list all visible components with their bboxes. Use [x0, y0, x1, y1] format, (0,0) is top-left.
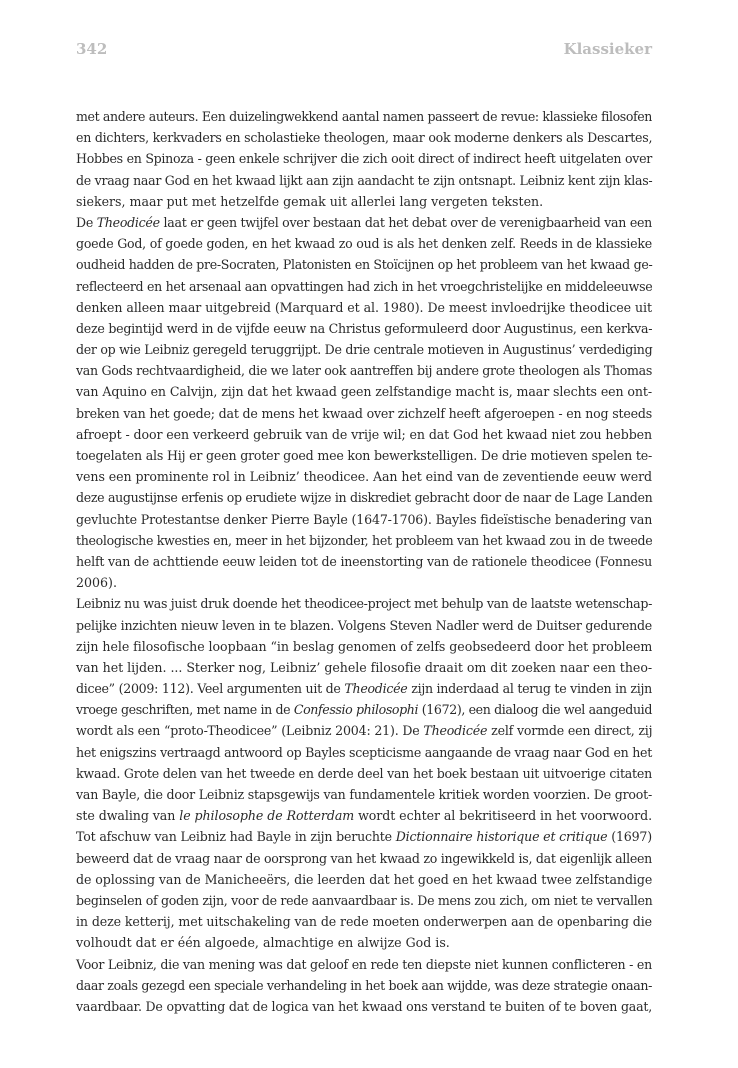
text-line: Voor Leibniz, die van mening was dat geloof en rede ten diepste niet kunnen conflicteren - en [76, 956, 652, 972]
text-line: van Bayle, die door Leibniz stapsgewijs van fundamentele kritiek worden voorzien. De groot- [76, 787, 653, 802]
text-segment: Tot afschuw van Leibniz had Bayle in zijn beruchte [76, 829, 396, 845]
text-line: van Aquino en Calvijn, zijn dat het kwaad geen zelfstandige macht is, maar slechts een ont- [76, 384, 652, 400]
text-segment: De [76, 214, 97, 230]
text-line: daar zoals gezegd een speciale verhandeling in het boek aan wijdde, was deze strategie onaan- [76, 977, 652, 993]
text-line: toegelaten als Hij er geen groter goed mee kon bewerkstelligen. De drie motieven spelen te- [76, 448, 653, 463]
text-segment: zijn inderdaad al terug te vinden in zijn [407, 681, 652, 697]
italic-title: le philosophe de Rotterdam [179, 808, 355, 824]
running-header [76, 40, 652, 62]
text-line: pelijke inzichten nieuw leven in te blazen. Volgens Steven Nadler werd de Duitser gedurende [76, 617, 652, 633]
text-line: 2006). [76, 575, 117, 591]
text-line: kwaad. Grote delen van het tweede en derde deel van het boek bestaan uit uitvoerige citaten [76, 765, 652, 781]
text-segment: zelf vormde een direct, zij [487, 723, 653, 739]
text-segment: ste dwaling van [76, 808, 180, 824]
text-line: siekers, maar put met hetzelfde gemak uit allerlei lang vergeten teksten. [76, 193, 544, 209]
text-segment: laat er geen twijfel over bestaan dat het debat over de verenigbaarheid van een [159, 214, 652, 230]
text-line: beweerd dat de vraag naar de oorsprong van het kwaad zo ingewikkeld is, dat eigenlijk alleen [76, 850, 652, 866]
text-line [76, 212, 652, 233]
text-line: Hobbes en Spinoza - geen enkele schrijver die zich ooit direct of indirect heeft uitgelaten over [76, 151, 652, 167]
text-line: van Gods rechtvaardigheid, die we later ook aantreffen bij andere grote theologen als Thomas [76, 363, 653, 379]
text-line: het enigszins vertraagd antwoord op Bayles scepticisme aangaande de vraag naar God en het [76, 744, 652, 760]
text-line: denken alleen maar uitgebreid (Marquard et al. 1980). De meest invloedrijke theodicee uit [76, 299, 652, 315]
text-line: theologische kwesties en, meer in het bijzonder, het probleem van het kwaad zou in de tweede [76, 532, 653, 548]
text-line: de vraag naar God en het kwaad lijkt aan zijn aandacht te zijn ontsnapt. Leibniz kent zijn klas- [76, 172, 653, 188]
text-line: in deze ketterij, met uitschakeling van de rede moeten onderwerpen aan de openbaring die [76, 914, 652, 930]
text-segment: (1672), een dialoog die wel aangeduid [418, 702, 653, 718]
text-segment: vroege geschriften, met name in de [76, 702, 294, 718]
text-line: de oplossing van de Manicheeërs, die leerden dat het goed en het kwaad twee zelfstandige [76, 871, 653, 887]
text-line: deze begintijd werd in de vijfde eeuw na Christus geformuleerd door Augustinus, een kerkva- [76, 320, 653, 336]
text-line: vens een prominente rol in Leibniz’ theodicee. Aan het eind van de zeventiende eeuw werd [76, 469, 653, 485]
text-line: Leibniz nu was juist druk doende het theodicee-project met behulp van de laatste wetenschap- [76, 596, 653, 612]
text-line: van het lijden. ... Sterker nog, Leibniz’ gehele filosofie draait om dit zoeken naar een theo- [76, 659, 653, 675]
text-line: deze augustijnse erfenis op erudiete wijze in diskrediet gebracht door de naar de Lage Landen [76, 490, 653, 506]
text-line [76, 720, 652, 741]
italic-title: Dictionnaire historique et critique [395, 829, 608, 845]
text-line: met andere auteurs. Een duizelingwekkend aantal namen passeert de revue: klassieke filosofen [76, 109, 652, 124]
text-line: vaardbaar. De opvatting dat de logica van het kwaad ons verstand te buiten of te boven gaat, [76, 998, 652, 1014]
text-line: goede God, of goede goden, en het kwaad zo oud is als het denken zelf. Reeds in de klassieke [76, 236, 652, 252]
page-number: 342 [76, 40, 108, 58]
text-line: gevluchte Protestantse denker Pierre Bayle (1647-1706). Bayles fideïstische benadering van [76, 511, 653, 527]
text-segment: wordt als een “proto-Theodicee” (Leibniz 2004: 21). De [76, 723, 424, 739]
text-line: der op wie Leibniz geregeld teruggrijpt. De drie centrale motieven in Augustinus’ verdediging [76, 342, 653, 358]
text-line [76, 699, 652, 720]
text-line: volhoudt dat er één algoede, almachtige en alwijze God is. [76, 935, 450, 951]
text-line: zijn hele filosofische loopbaan “in beslag genomen of zelfs geobsedeerd door het probleem [76, 638, 653, 654]
italic-title: Theodicée [344, 681, 408, 697]
text-line [76, 678, 652, 699]
text-line [76, 826, 652, 847]
text-line: beginselen of goden zijn, voor de rede aanvaardbaar is. De mens zou zich, om niet te vervallen [76, 892, 653, 908]
text-segment: (1697) [607, 829, 652, 845]
italic-title: Theodicée [423, 723, 488, 739]
italic-title: Theodicée [96, 214, 160, 230]
text-segment: dicee” (2009: 112). Veel argumenten uit de [76, 681, 345, 697]
text-line: reflecteerd en het arsenaal aan opvattingen had zich in het vroegchristelijke en middeleeuwse [76, 278, 653, 294]
text-line: helft van de achttiende eeuw leiden tot de ineenstorting van de rationele theodicee (Fonnesu [76, 553, 652, 569]
text-line: en dichters, kerkvaders en scholastieke theologen, maar ook moderne denkers als Descartes, [76, 130, 653, 146]
text-line: afroept - door een verkeerd gebruik van de vrije wil; en dat God het kwaad niet zou hebben [76, 426, 652, 442]
body-text [76, 106, 652, 1017]
text-line [76, 805, 652, 826]
text-line: oudheid hadden de pre-Socraten, Platonisten en Stoïcijnen op het probleem van het kwaad ge- [76, 257, 653, 273]
running-title: Klassieker [563, 40, 652, 58]
italic-title: Confessio philosophi [293, 702, 419, 718]
text-segment: wordt echter al bekritiseerd in het voorwoord. [354, 808, 653, 824]
text-line: breken van het goede; dat de mens het kwaad over zichzelf heeft afgeroepen - en nog steeds [76, 405, 652, 421]
